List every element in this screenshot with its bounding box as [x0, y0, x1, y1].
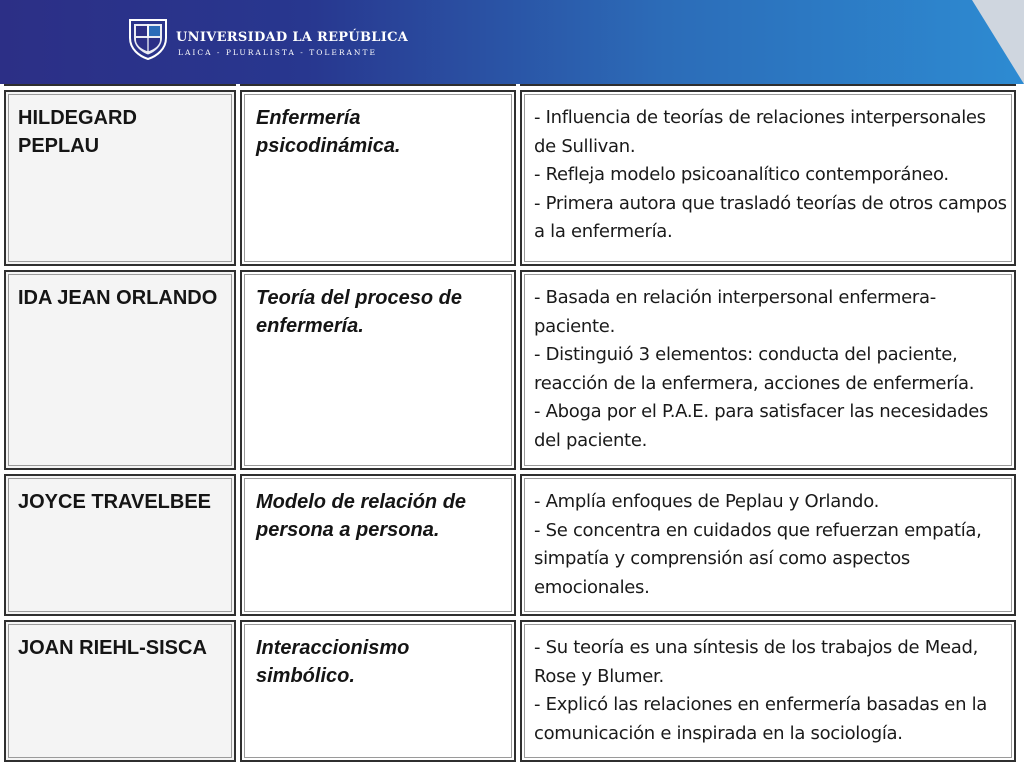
description-list [534, 284, 1008, 455]
author-name: JOYCE TRAVELBEE [18, 491, 211, 513]
theory-name: Modelo de relación de persona a persona. [256, 491, 467, 541]
description-item: - Distinguió 3 elementos: conducta del paciente, reacción de la enfermera, acciones de enfermería. [534, 344, 975, 394]
theory-name: Enfermería psicodinámica. [256, 107, 401, 157]
theory-cell [240, 474, 516, 616]
description-item: - Se concentra en cuidados que refuerzan empatía, simpatía y comprensión así como aspectos emocionales. [534, 519, 982, 598]
description-item: - Primera autora que trasladó teorías de otros campos a la enfermería. [534, 192, 1007, 242]
author-name: HILDEGARD PEPLAU [18, 107, 137, 157]
description-item: - Aboga por el P.A.E. para satisfacer las necesidades del paciente. [534, 401, 989, 451]
description-item: - Basada en relación interpersonal enfermera-paciente. [534, 287, 936, 337]
description-item: - Influencia de teorías de relaciones interpersonales de Sullivan. [534, 107, 986, 157]
theory-name: Teoría del proceso de enfermería. [256, 287, 462, 337]
description-cell [520, 620, 1016, 762]
table-row [4, 90, 1016, 266]
table-row [4, 474, 1016, 616]
author-cell [4, 620, 236, 762]
description-list [534, 104, 1008, 247]
theory-cell [240, 620, 516, 762]
theory-name: Interaccionismo simbólico. [256, 637, 410, 687]
author-cell [4, 474, 236, 616]
university-shield-icon [126, 16, 170, 60]
university-name: UNIVERSIDAD LA REPÚBLICA [176, 30, 409, 45]
author-cell [4, 90, 236, 266]
author-name: JOAN RIEHL-SISCA [18, 637, 207, 659]
table-row [4, 270, 1016, 470]
author-cell [4, 270, 236, 470]
description-item: - Su teoría es una síntesis de los trabajos de Mead, Rose y Blumer. [534, 637, 979, 687]
theory-cell [240, 90, 516, 266]
description-item: - Explicó las relaciones en enfermería basadas en la comunicación e inspirada en la sociología. [534, 694, 988, 744]
description-item: - Refleja modelo psicoanalítico contemporáneo. [534, 164, 949, 185]
description-list [534, 634, 1008, 748]
description-list [534, 488, 1008, 602]
header-banner [0, 0, 1024, 84]
description-cell [520, 474, 1016, 616]
university-tagline: LAICA - PLURALISTA - TOLERANTE [178, 48, 377, 57]
author-name: IDA JEAN ORLANDO [18, 287, 218, 309]
banner-corner-shade [972, 0, 1024, 84]
description-item: - Amplía enfoques de Peplau y Orlando. [534, 491, 880, 512]
description-cell [520, 90, 1016, 266]
theory-cell [240, 270, 516, 470]
description-cell [520, 270, 1016, 470]
table-row [4, 620, 1016, 762]
